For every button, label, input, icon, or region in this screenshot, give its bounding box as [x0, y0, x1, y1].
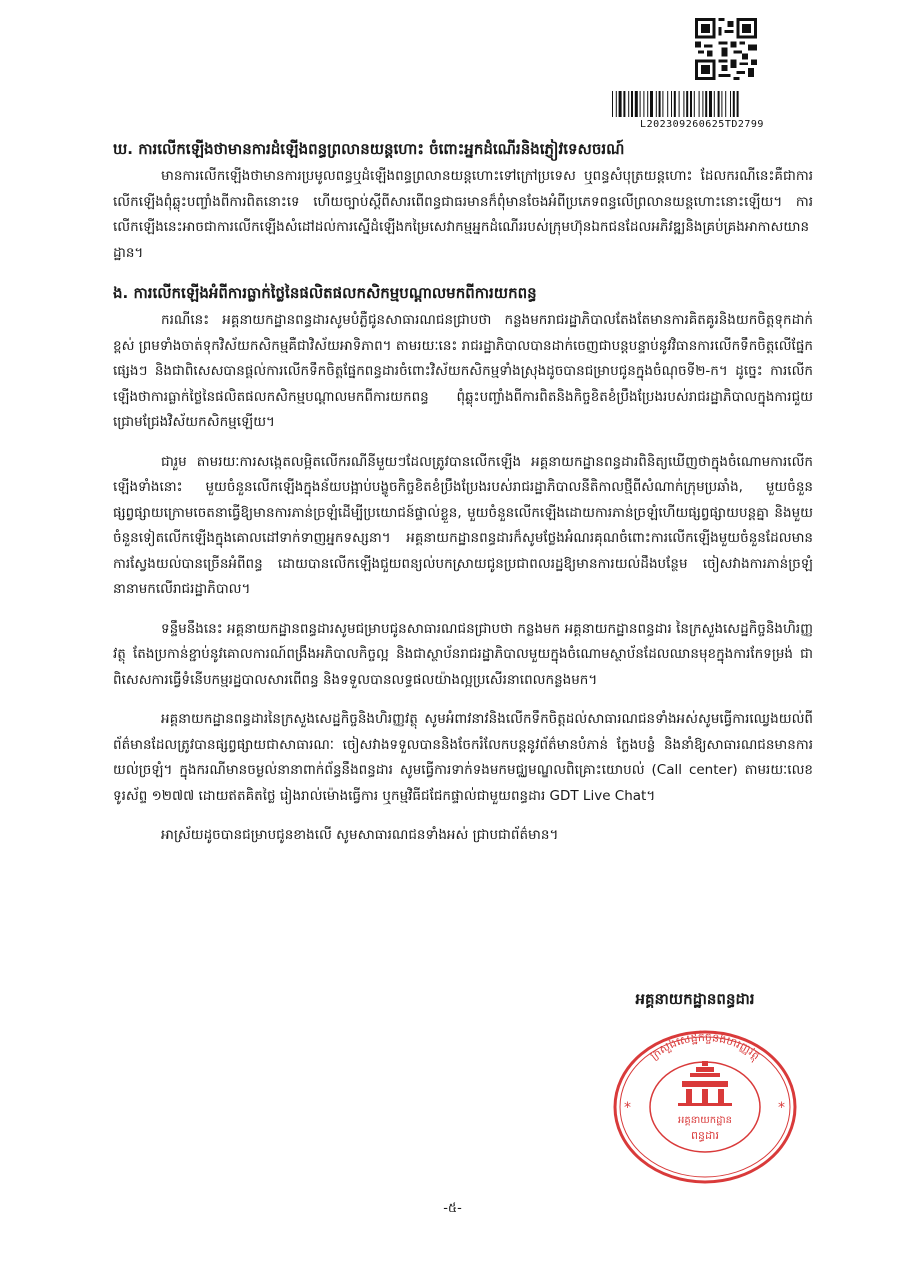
barcode-number: L202309260625TD2799	[640, 119, 764, 130]
barcode-bar	[612, 91, 613, 117]
barcode-bar	[674, 91, 676, 117]
seal-ring-text: ក្រសួងសេដ្ឋកិច្ចនិងហិរញ្ញវត្ថុ	[647, 1030, 763, 1063]
barcode-bar	[623, 91, 625, 117]
barcode-bar	[694, 91, 695, 117]
barcode-bar	[714, 91, 715, 117]
seal-inner-line2: ពន្ធដារ	[691, 1129, 719, 1142]
barcode-bar	[733, 91, 735, 117]
barcode-bar	[647, 91, 648, 117]
barcode-bar	[699, 91, 700, 117]
signature-title: អគ្គនាយកដ្ឋានពន្ធដារ	[635, 990, 755, 1008]
section-heading-gho: ឃ. ការលើកឡើងថាមានការដំឡើងពន្ធព្រលានយន្តហោះ ចំពោះអ្នកដំណើរនិងភ្ញៀវទេសចរណ៍	[113, 140, 625, 158]
section-heading-ngo: ង. ការលើកឡើងអំពីការធ្លាក់ថ្លៃនៃផលិតផលកសិកម្មបណ្តាលមកពីការយកពន្ធ	[113, 284, 537, 302]
barcode-bar	[656, 91, 657, 117]
barcode-bar	[718, 91, 720, 117]
seal-star-left: *	[624, 1100, 631, 1116]
barcode-bar	[730, 91, 731, 117]
official-seal	[610, 1023, 800, 1185]
paragraph-closing: អាស្រ័យដូចបានជម្រាបជូនខាងលើ សូមសាធារណជនទាំងអស់ ជ្រាបជាព័ត៌មាន។	[161, 827, 559, 843]
page-number: -៥-	[443, 1201, 462, 1216]
paragraph: ករណីនេះ អគ្គនាយកដ្ឋានពន្ធដារសូមបំភ្លឺជូនសាធារណជនជ្រាបថា កន្លងមករាជរដ្ឋាភិបាលតែងតែមានការគិតគូរនិងយកចិត្តទុកដាក់ខ្ពស់ ព្រមទាំងចាត់ទុកវិស័យកសិកម្មគឺជាវិស័យអាទិភាព។ តាមរយៈនេះ រាជរដ្ឋាភិបាលបានដាក់ចេញជាបន្តបន្ទាប់នូវវិធានការលើកទឹកចិត្តលើផ្នែកផ្សេងៗ និងជាពិសេសបានផ្តល់ការលើកទឹកចិត្តផ្នែកពន្ធដារចំពោះវិស័យកសិកម្មទាំងស្រុងដូចបានជម្រាបជូនក្នុងចំណុចទី២-ក។ ដូច្នេះ ការលើកឡើងថាការធ្លាក់ថ្លៃនៃផលិតផលកសិកម្មបណ្តាលមកពីការយកពន្ធ ពុំឆ្លុះបញ្ចាំងពីការពិតនិងកិច្ចខិតខំប្រឹងប្រែងរបស់រាជរដ្ឋាភិបាលក្នុងការជួយជ្រោមជ្រែងវិស័យកសិកម្មឡើយ។	[113, 312, 813, 430]
paragraph: ទន្ទឹមនឹងនេះ អគ្គនាយកដ្ឋានពន្ធដារសូមជម្រាបជូនសាធារណជនជ្រាបថា កន្លងមក អគ្គនាយកដ្ឋានពន្ធដារ នៃក្រសួងសេដ្ឋកិច្ចនិងហិរញ្ញវត្ថុ តែងប្រកាន់ខ្ជាប់នូវគោលការណ៍ពង្រឹងអភិបាលកិច្ចល្អ និងជាស្ថាប័នរាជរដ្ឋាភិបាលមួយក្នុងចំណោមស្ថាប័នដែលឈានមុខក្នុងការកែទម្រង់ ជាពិសេសការធ្វើទំនើបកម្មរដ្ឋបាលសារពើពន្ធ និងទទួលបានលទ្ធផលយ៉ាងល្អប្រសើរនាពេលកន្លងមក។	[113, 620, 813, 688]
barcode-bar	[705, 91, 707, 117]
paragraph: អគ្គនាយកដ្ឋានពន្ធដារនៃក្រសួងសេដ្ឋកិច្ចនិងហិរញ្ញវត្ថុ សូមអំពាវនាវនិងលើកទឹកចិត្តដល់សាធារណជនទាំងអស់សូមធ្វើការឈ្វេងយល់ពីព័ត៌មានដែលត្រូវបានផ្សព្វផ្សាយជាសាធារណៈ ចៀសវាងទទួលបាននិងចែករំលែកបន្តនូវព័ត៌មានបំភាន់ ក្លែងបន្លំ និងនាំឱ្យសាធារណជនមានការយល់ច្រឡំ។ ក្នុងករណីមានចម្ងល់នានាពាក់ព័ន្ធនឹងពន្ធដារ សូមធ្វើការទាក់ទងមកមជ្ឈមណ្ឌលពិគ្រោះយោបល់ (Call center) តាមរយៈលេខទូរស័ព្ទ ១២៧៧ ដោយឥតគិតថ្លៃ រៀងរាល់ម៉ោងធ្វើការ ឬកម្មវិធីជជែកផ្ទាល់ជាមួយពន្ធដារ GDT Live Chat។	[113, 711, 813, 804]
barcode-bar	[643, 91, 644, 117]
barcode-bar	[619, 91, 622, 117]
barcode-bar	[690, 91, 692, 117]
barcode-bar	[683, 91, 684, 117]
barcode-bar	[671, 91, 672, 117]
barcode-bar	[725, 91, 726, 117]
barcode-bar	[662, 91, 663, 117]
barcode-bar	[679, 91, 680, 117]
seal-inner-line1: អគ្គនាយកដ្ឋាន	[678, 1115, 732, 1126]
barcode-bar	[640, 91, 641, 117]
seal-star-right: *	[778, 1100, 785, 1116]
barcode-bar	[616, 91, 617, 117]
barcode-bar	[686, 91, 688, 117]
qr-code	[695, 18, 757, 80]
paragraph: មានការលើកឡើងថាមានការប្រមូលពន្ធឬដំឡើងពន្ធព្រលានយន្តហោះទៅក្រៅប្រទេស ឬពន្ធសំបុត្រយន្តហោះ ដែលករណីនេះគឺជាការលើកឡើងពុំឆ្លុះបញ្ចាំងពីការពិតនោះទេ ហើយច្បាប់ស្តីពីសារពើពន្ធជាធរមានក៏ពុំមានចែងអំពីប្រភេទពន្ធលើព្រលានយន្តហោះនោះឡើយ។ ការលើកឡើងនេះអាចជាការលើកឡើងសំដៅដល់ការស្នើដំឡើងកម្រៃសេវាកម្មអ្នកដំណើររបស់ក្រុមហ៊ុនឯកជនដែលអភិវឌ្ឍនិងគ្រប់គ្រងអាកាសយានដ្ឋាន។	[113, 168, 813, 261]
document-body	[113, 136, 813, 855]
barcode	[612, 91, 792, 117]
paragraph: ជារួម តាមរយៈការសង្កេតលម្អិតលើករណីនីមួយៗដែលត្រូវបានលើកឡើង អគ្គនាយកដ្ឋានពន្ធដារពិនិត្យឃើញថាក្នុងចំណោមការលើកឡើងទាំងនោះ មួយចំនួនលើកឡើងក្នុងន័យបង្អាប់បង្ខូចកិច្ចខិតខំប្រឹងប្រែងរបស់រាជរដ្ឋាភិបាលនីតិកាលថ្មីពីសំណាក់ក្រុមប្រឆាំង, មួយចំនួនផ្សព្វផ្សាយក្រោមចេតនាធ្វើឱ្យមានការភាន់ច្រឡំដើម្បីប្រយោជន៍ផ្ទាល់ខ្លួន, មួយចំនួនលើកឡើងដោយការភាន់ច្រឡំហើយផ្សព្វផ្សាយបន្តគ្នា និងមួយចំនួនទៀតលើកឡើងក្នុងគោលដៅទាក់ទាញអ្នកទស្សនា។ អគ្គនាយកដ្ឋានពន្ធដារក៏សូមថ្លែងអំណរគុណចំពោះការលើកឡើងមួយចំនួនដែលមានការស្វែងយល់បានច្រើនអំពីពន្ធ ដោយបានលើកឡើងជួយពន្យល់បកស្រាយជូនប្រជាពលរដ្ឋឱ្យមានការយល់ដឹងបន្ថែម ចៀសវាងការភាន់ច្រឡំនានាមកលើរាជរដ្ឋាភិបាល។	[113, 453, 813, 597]
svg-text:ក្រសួងសេដ្ឋកិច្ចនិងហិរញ្ញវត្ថុ	[648, 1030, 763, 1064]
barcode-bar	[635, 91, 638, 117]
barcode-bar	[721, 91, 722, 117]
barcode-bar	[667, 91, 668, 117]
barcode-bar	[650, 91, 653, 117]
barcode-bar	[631, 91, 633, 117]
barcode-bar	[659, 91, 661, 117]
barcode-bar	[702, 91, 703, 117]
barcode-bar	[628, 91, 629, 117]
barcode-bar	[709, 91, 712, 117]
barcode-bar	[737, 91, 739, 117]
